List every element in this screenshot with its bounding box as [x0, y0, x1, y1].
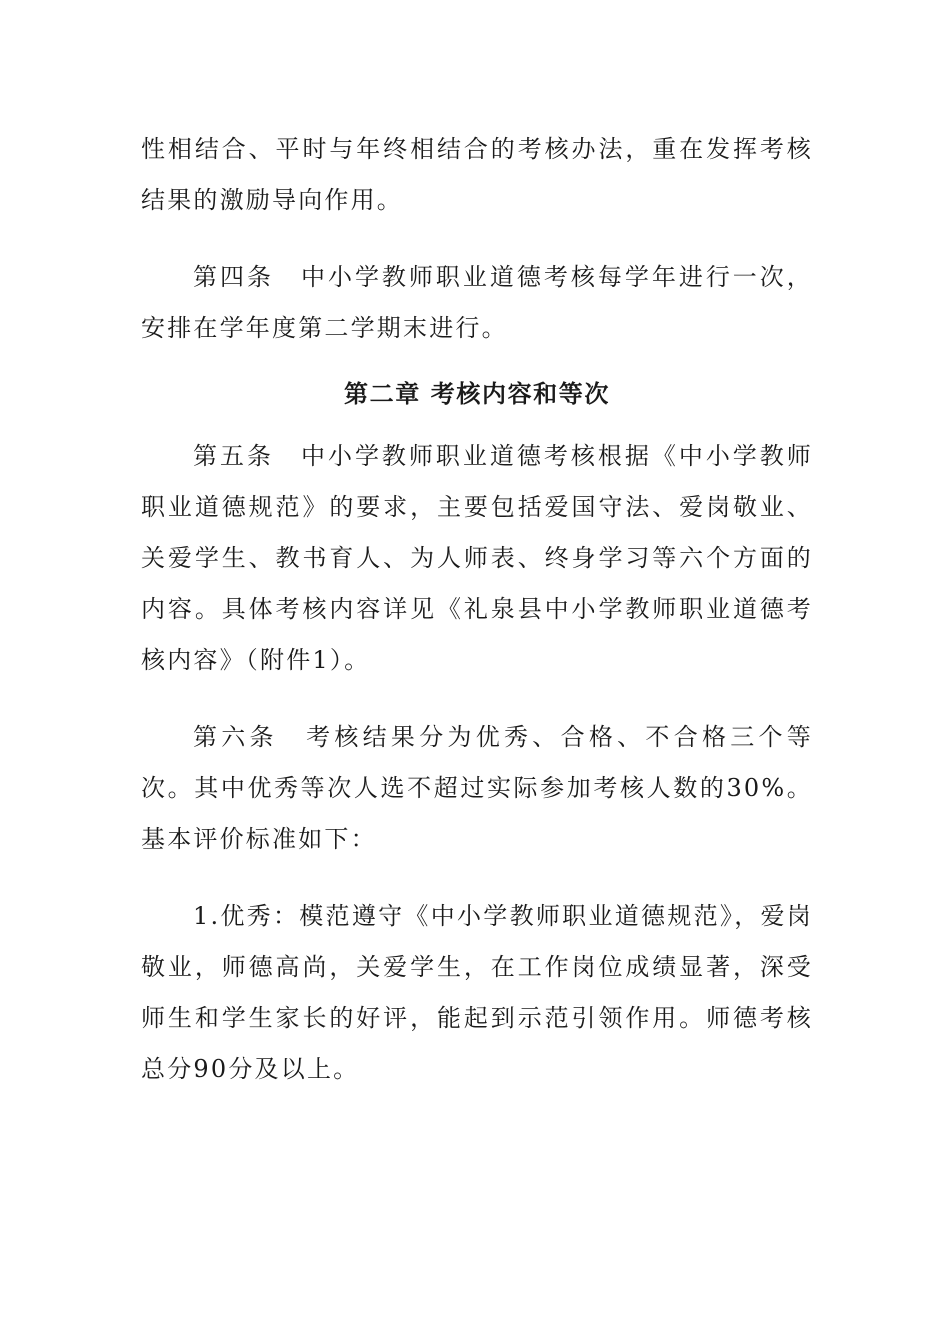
article-4: 第四条 中小学教师职业道德考核每学年进行一次，安排在学年度第二学期末进行。	[141, 263, 813, 342]
document-page	[141, 124, 813, 1095]
item-excellent: 1.优秀：模范遵守《中小学教师职业道德规范》，爱岗敬业，师德高尚，关爱学生，在工作岗位成绩显著，深受师生和学生家长的好评，能起到示范引领作用。师德考核总分90分及以上。	[141, 902, 813, 1083]
article-5: 第五条 中小学教师职业道德考核根据《中小学教师职业道德规范》的要求，主要包括爱国守法、爱岗敬业、关爱学生、教书育人、为人师表、终身学习等六个方面的内容。具体考核内容详见《礼泉县中小学教师职业道德考核内容》（附件1）。	[141, 442, 813, 674]
article-6: 第六条 考核结果分为优秀、合格、不合格三个等次。其中优秀等次人选不超过实际参加考核人数的30%。基本评价标准如下：	[141, 723, 813, 853]
chapter-title: 第二章 考核内容和等次	[344, 379, 610, 408]
paragraph-continuation: 性相结合、平时与年终相结合的考核办法，重在发挥考核结果的激励导向作用。	[141, 135, 813, 214]
